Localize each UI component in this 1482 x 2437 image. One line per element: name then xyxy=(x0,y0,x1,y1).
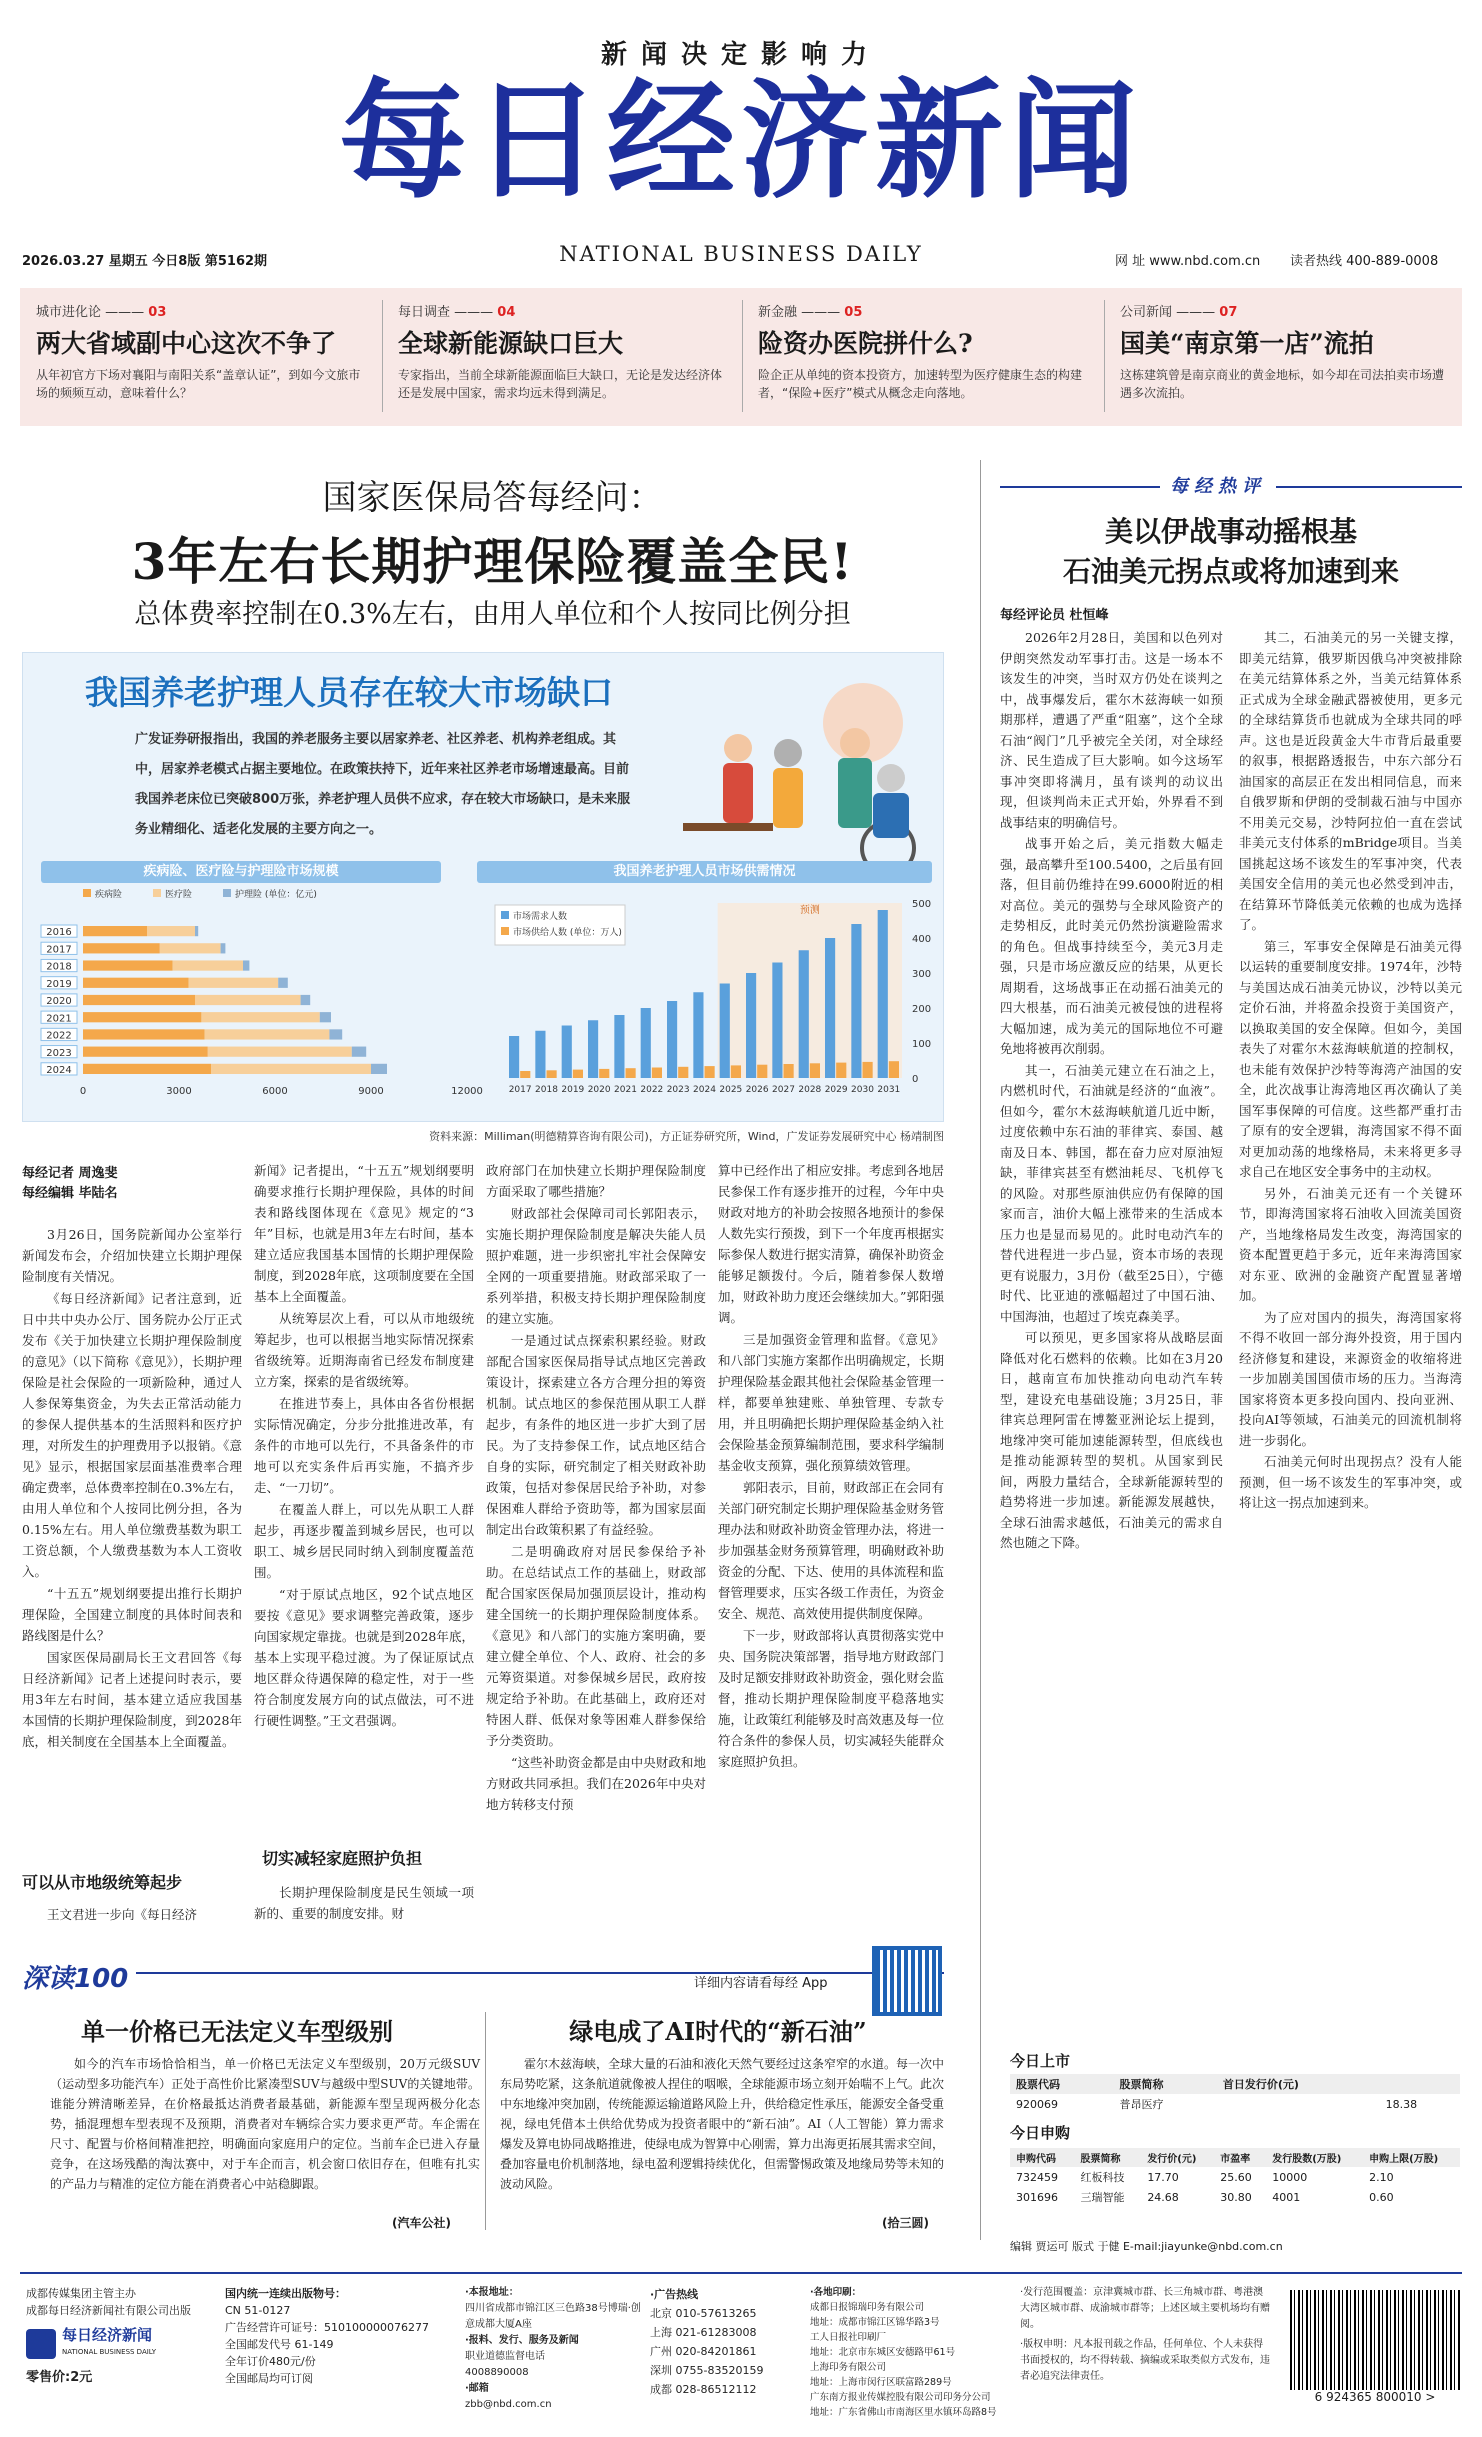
bar xyxy=(667,1001,677,1078)
legend-label: 医疗险 xyxy=(165,890,193,900)
teaser-desc: 从年初官方下场对襄阳与南阳关系“盖章认证”，到如今文旅市场的频频互动，意味着什么？ xyxy=(36,368,361,400)
teaser-category: 公司新闻 ——— 07 xyxy=(1120,305,1238,320)
bar-segment xyxy=(83,960,173,970)
subhead-1-text: 王文君进一步向《每日经济 xyxy=(47,1907,198,1922)
footer-codes: 国内统一连续出版物号： CN 51-0127 广告经营许可证号：510100000076277 全国邮发代号 61-149 全年订价480元/份 全国邮局均可订阅 xyxy=(225,2287,429,2385)
y-tick-label: 400 xyxy=(912,934,932,945)
date-line: 2026.03.27 星期五 今日8版 第5162期 xyxy=(22,254,268,269)
year-label: 2019 xyxy=(46,978,72,990)
deep-article-1-text: 如今的汽车市场恰恰相当，单一价格已无法定义车型级别，20万元级SUV（运动型多功能汽车）正处于高性价比紧凑型SUV与越级中型SUV的关键地带。谁能分辨清晰差异，在价格最抵达消费者最基础，新能源车型呈现两极分化态势，插混理想车型表现不及预期，消费者对车辆综合实力要求更严苛。车企需在尺寸、配置与价格间精准把控，明确面向家庭用户的定位。当前车企已进入存量竞争，在这场残酷的淘汰赛中，对于车企而言，机会窗口依旧存在，但唯有扎实的产品力与精准的定位方能在消费者心中站稳脚跟。 xyxy=(50,2057,480,2191)
masthead-title: 每日经济新闻 xyxy=(338,67,1143,216)
article-col-1: 3月26日，国务院新闻办公室举行新闻发布会，介绍加快建立长期护理保险制度有关情况。 《每日经济新闻》记者注意到，近日中共中央办公厅、国务院办公厅正式发布《关于加快建立长期护理保险制度的意见》（以下简称《意见》），长期护理保险是社会保险的一项新险种，通过人人参保筹集资金，为失去正常活动能力的参保人提供基本的生活照料和医疗护理，对所发生的护理费用予以报销。《意见》显示，根据国家层面基准费率合理确定费率，总体费率控制在0.3%左右，由用人单位和个人按同比例分担，各为0.15%左右。用人单位缴费基数为职工工资总额，个人缴费基数为本人工资收入。 “十五五”规划纲要提出推行长期护理保险，全国建立制度的具体时间表和路线图是什么？ 国家医保局副局长王文君回答《每日经济新闻》记者上述提问时表示，要用3年左右时间，基本建立适应我国基本国情的长期护理保险制度，到2028年底，相关制度在全国基本上全面覆盖。 xyxy=(22,1227,242,1749)
footer-address: ·本报地址： 四川省成都市锦江区三色路38号博瑞·创意成都大厦A座 ·报料、发行、服务及新闻 职业道德监督电话 4008890008 ·邮箱 zbb@nbd.com.cn xyxy=(465,2287,641,2410)
editor-byline: 每经编辑 毕陆名 xyxy=(22,1186,118,1201)
qr-code[interactable] xyxy=(872,1946,942,2016)
year-label: 2024 xyxy=(46,1065,72,1076)
bar xyxy=(772,963,782,1079)
bar-segment xyxy=(83,1012,201,1022)
x-tick-label: 0 xyxy=(79,1086,87,1097)
legend-label: 市场需求人数 xyxy=(513,912,568,922)
bar xyxy=(863,1062,873,1078)
deep-read-label: 深读100 xyxy=(22,1958,136,1995)
footer-notes: ·发行范围覆盖：京津冀城市群、长三角城市群、粤港澳大湾区城市群、成渝城市群等；上述区域主要机场均有赠阅。 ·版权申明：凡本报刊载之作品，任何单位、个人未获得书面授权的，均不得转载、摘编或采取类似方式发布，违者必追究法律责任。 xyxy=(1020,2287,1270,2382)
x-tick-label: 2019 xyxy=(561,1085,585,1095)
x-tick-label: 2030 xyxy=(851,1085,874,1095)
bar xyxy=(825,938,835,1078)
bar xyxy=(889,1061,899,1078)
legend-label: 市场供给人数 (单位：万人) xyxy=(513,928,622,938)
website[interactable]: 网 址 www.nbd.com.cn xyxy=(1115,254,1261,269)
commentary-title-2[interactable]: 石油美元拐点或将加速到来 xyxy=(1062,555,1399,588)
x-tick-label: 2028 xyxy=(798,1085,822,1095)
bar-segment xyxy=(211,1064,371,1074)
y-tick-label: 100 xyxy=(912,1039,932,1050)
barcode: 6 924365 800010 > xyxy=(1290,2290,1460,2410)
x-tick-label: 2023 xyxy=(666,1085,690,1095)
bar xyxy=(535,1031,545,1078)
bar-segment xyxy=(243,960,249,970)
bar xyxy=(641,1008,651,1078)
bar-segment xyxy=(83,926,147,936)
teaser-4[interactable] xyxy=(1110,293,1460,430)
page-editor-credit: 编辑 贾运可 版式 于健 E-mail:jiayunke@nbd.com.cn xyxy=(1010,2240,1283,2253)
x-tick-label: 2031 xyxy=(877,1085,901,1095)
bar xyxy=(626,1068,636,1078)
bar xyxy=(836,1063,846,1078)
teaser-desc: 险企正从单纯的资本投资方，加速转型为医疗健康生态的构建者，“保险+医疗”模式从概念走向落地。 xyxy=(758,368,1083,400)
bar xyxy=(509,1036,519,1078)
teaser-title: 两大省域副中心这次不争了 xyxy=(36,329,337,358)
bar xyxy=(678,1067,688,1078)
bar-segment xyxy=(201,1012,319,1022)
x-tick-label: 3000 xyxy=(166,1086,192,1097)
commentary-title-1[interactable]: 美以伊战事动摇根基 xyxy=(1104,515,1357,548)
masthead-english: NATIONAL BUSINESS DAILY xyxy=(559,242,923,266)
lead-kicker: 国家医保局答每经问： xyxy=(322,478,663,518)
article-col-2: 新闻》记者提出，“十五五”规划纲要明确要求推行长期护理保险，具体的时间表和路线图体现在《意见》规定的“3年”目标，也就是用3年左右时间，基本建立适应我国基本国情的长期护理保险制度，到2028年底，这项制度要在全国基本上全面覆盖。 从统筹层次上看，可以从市地级统筹起步，也可以根据当地实际情况探索省级统筹。近期海南省已经发布制度建立方案，探索的是省级统筹。 在推进节奏上，具体由各省份根据实际情况确定，分步分批推进改革，有条件的市地可以先行，不具备条件的市地可以充实条件后再实施，不搞齐步走、“一刀切”。 在覆盖人群上，可以先从职工人群起步，再逐步覆盖到城乡居民，也可以职工、城乡居民同时纳入到制度覆盖范围。 “对于原试点地区，92个试点地区要按《意见》要求调整完善政策，逐步向国家规定靠拢。也就是到2028年底，基本上实现平稳过渡。为了保证原试点地区群众待遇保障的稳定性，对于一些符合制度发展方向的试点做法，可不进行硬性调整。”王文君强调。 xyxy=(254,1163,474,1728)
legend-swatch xyxy=(501,911,509,919)
footer-sponsor: 成都传媒集团主管主办 成都每日经济新闻社有限公司出版 每日经济新闻 NATIONAL BUSINESS DAILY 零售价:2元 xyxy=(26,2287,191,2385)
bar-segment xyxy=(83,943,160,953)
qr-caption: 详细内容请看每经 App xyxy=(694,1976,828,1991)
year-label: 2020 xyxy=(46,996,72,1008)
bar-segment xyxy=(301,995,311,1005)
bar xyxy=(731,1065,741,1078)
bar xyxy=(652,1068,662,1079)
subhead-2-text: 长期护理保险制度是民生领域一项新的、重要的制度安排。财 xyxy=(254,1885,474,1921)
commentary-body: 2026年2月28日，美国和以色列对伊朗突然发动军事打击。这是一场本不该发生的冲突，当时双方仍处在谈判之中，战事爆发后，霍尔木兹海峡一如预期那样，遭遇了严重“阻塞”，这个全球石油“阀门”几乎被完全关闭，对全球经济、民生造成了巨大影响。如今这场军事冲突即将满月，虽有谈判的动议出现，但谈判尚未正式开始，外界看不到战事结束的明确信号。 战事开始之后，美元指数大幅走强，最高攀升至100.5400，之后虽有回落，但目前仍维持在99.6000附近的相对高位。美元的强势与全球风险资产的走势相反，此时美元仍然扮演避险需求的角色。但战事持续至今，美元3月走强，只是市场应激反应的结果，从更长周期看，这场战事正在动摇石油美元的四大根基，而石油美元被侵蚀的进程将大幅加速，成为美元的国际地位不可避免地将被再次削弱。 其一，石油美元建立在石油之上，内燃机时代，石油就是经济的“血液”。但如今，霍尔木兹海峡航道几近中断，过度依赖中东石油的菲律宾、泰国、越南及日本、韩国，都在奋力应对原油短缺，菲律宾甚至有燃油耗尽、飞机停飞的风险。对那些原油供应仍有保障的国家而言，油价大幅上涨带来的生活成本压力也是显而易见的。此时电动汽车的替代进程进一步凸显，资本市场的表现更有说服力，3月份（截至25日），宁德时代、比亚迪的涨幅超过了中国石油、中国海油，也超过了埃克森美孚。 可以预见，更多国家将从战略层面降低对化石燃料的依赖。比如在3月20日，越南宣布加快推动向电动汽车转型，建设充电基础设施；3月25日，菲律宾总理阿雷在博鳌亚洲论坛上提到，地缘冲突可能加速能源转型，但底线也是推动能源转型的契机。从国家到民间，两股力量结合，全球新能源转型的趋势将进一步加速。新能源发展越快，全球石油需求越低，石油美元的需求自然也随之下降。 其二，石油美元的另一关键支撑，即美元结算，俄罗斯因俄乌冲突被排除在美元结算体系之外，当美元结算体系正式成为全球金融武器被使用，更多元的全球结算货币也就成为全球共同的呼声。这也是近段黄金大牛市背后最重要的叙事，根据路透报告，中东六部分石油国家的高层正在发出相同信息，而来自俄罗斯和伊朗的受制裁石油与中国亦不用美元交易，沙特阿拉伯一直在尝试非美元支付体系的mBridge项目。当美国挑起这场不该发生的军事冲突，代表美国安全信用的美元也必然受到冲击，在结算环节降低美元依赖的也成为选择了。 第三，军事安全保障是石油美元得以运转的重要制度安排。1974年，沙特与美国达成石油美元协议，沙特以美元定价石油，并将盈余投资于美国资产，以换取美国的安全保障。但如今，美国表失了对霍尔木兹海峡航道的控制权，也未能有效保护沙特等海湾产油国的安全，此次战事让海湾地区再次确认了美国军事保障的可信度。这些都严重打击了原有的安全逻辑，海湾国家不得不面对更加动荡的地缘格局，未来将更多寻求自己在地区安全事务中的主动权。 另外，石油美元还有一个关键环节，即海湾国家将石油收入回流美国资产，当地缘格局发生改变，海湾国家的资本配置更趋于多元，近年来海湾国家对东亚、欧洲的金融资产配置显著增加。 为了应对国内的损失，海湾国家将不得不收回一部分海外投资，用于国内经济修复和建设，来源资金的收缩将进一步加剧美国国债市场的压力。当海湾国家将资本更多投向国内、投向亚洲、投向AI等领域，石油美元的回流机制将进一步弱化。 石油美元何时出现拐点？没有人能预测，但一场不该发生的军事冲突，或将让这一拐点加速到来。 xyxy=(1000,630,1462,1550)
bar-segment xyxy=(352,1047,366,1057)
x-tick-label: 2021 xyxy=(614,1085,637,1095)
deep-article-2-text: 霍尔木兹海峡，全球大量的石油和液化天然气要经过这条窄窄的水道。每一次中东局势吃紧，这条航道就像被人捏住的咽喉，全球能源市场立刻开始喘不上气。此次中东地缘冲突加剧，传统能源运输道路风险上升，供给稳定性承压，能源安全备受重视，绿电凭借本土供给优势成为投资者眼中的“新石油”。AI（人工智能）算力需求爆发及算电协同战略推进，使绿电成为智算中心刚需，算力出海更拓展其需求空间，叠加容量电价机制落地，绿电盈利逻辑持续优化，但需警惕政策及地缘局势等未知的波动风险。 xyxy=(500,2057,945,2191)
subhead-1: 可以从市地级统筹起步 xyxy=(22,1873,183,1892)
commentary-label: 每经热评 xyxy=(1160,472,1276,498)
x-tick-label: 2029 xyxy=(824,1085,848,1095)
x-tick-label: 2027 xyxy=(772,1085,795,1095)
legend-label: 疾病险 xyxy=(95,890,123,900)
masthead-slogan: 新闻决定影响力 xyxy=(600,40,881,70)
bar xyxy=(573,1070,583,1078)
ipo-listing-table: 股票代码 股票简称 首日发行价(元) 920069 普昂医疗 18.38 xyxy=(1010,2074,1460,2114)
forecast-label: 预测 xyxy=(799,905,820,916)
legend-label: 护理险 (单位：亿元) xyxy=(235,890,317,900)
teaser-category: 每日调查 ——— 04 xyxy=(398,305,516,320)
teaser-1[interactable] xyxy=(26,293,378,430)
teaser-title: 国美“南京第一店”流拍 xyxy=(1120,329,1374,358)
bar-segment xyxy=(173,960,243,970)
year-label: 2021 xyxy=(46,1013,72,1025)
teaser-desc: 这栋建筑曾是南京商业的黄金地标，如今却在司法拍卖市场遭遇多次流拍。 xyxy=(1120,368,1445,400)
year-label: 2022 xyxy=(46,1030,72,1042)
reporter-byline: 每经记者 周逸斐 xyxy=(22,1166,118,1181)
chart-market-size xyxy=(37,883,483,1103)
deep-read-section xyxy=(22,1950,944,2260)
teaser-title: 全球新能源缺口巨大 xyxy=(398,329,624,358)
ipo-apply-table: 申购代码 股票简称 发行价(元) 市盈率 发行股数(万股) 申购上限(万股) 732459 红板科技 17.70 25.60 10000 2.10 301696 三瑞智能 24.68 30.80 4001 0.60 xyxy=(1010,2148,1460,2207)
legend-swatch xyxy=(501,927,509,935)
bar xyxy=(757,1065,767,1078)
bar-segment xyxy=(371,1064,387,1074)
bar xyxy=(810,1063,820,1078)
teaser-title: 险资办医院拼什么? xyxy=(758,329,973,358)
forecast-region xyxy=(718,903,902,1078)
chart2-header: 我国养老护理人员市场供需情况 xyxy=(477,861,932,883)
teaser-desc: 专家指出，当前全球新能源面临巨大缺口，无论是发达经济体还是发展中国家，需求均远未得到满足。 xyxy=(398,368,723,400)
bar xyxy=(520,1071,530,1078)
bar-segment xyxy=(83,1064,211,1074)
bar xyxy=(547,1070,557,1078)
lead-headline[interactable]: 3年左右长期护理保险覆盖全民! xyxy=(131,532,854,591)
bar xyxy=(599,1069,609,1078)
chart-supply-demand xyxy=(477,883,937,1108)
ipo-listing-title: 今日上市 xyxy=(1010,2052,1071,2070)
teaser-2[interactable] xyxy=(388,293,738,430)
bar-segment xyxy=(83,978,189,988)
bar-segment xyxy=(221,943,226,953)
x-tick-label: 2024 xyxy=(693,1085,716,1095)
chart1-header: 疾病险、医疗险与护理险市场规模 xyxy=(41,861,441,883)
deep-article-1-title[interactable]: 单一价格已无法定义车型级别 xyxy=(81,2017,393,2046)
bar-segment xyxy=(208,1047,352,1057)
x-tick-label: 9000 xyxy=(358,1086,384,1097)
year-label: 2016 xyxy=(46,927,72,939)
bar xyxy=(614,1015,624,1078)
bar xyxy=(693,992,703,1078)
bar-segment xyxy=(189,978,279,988)
x-tick-label: 2022 xyxy=(640,1085,664,1095)
bar-segment xyxy=(83,1029,205,1039)
x-tick-label: 2020 xyxy=(587,1085,611,1095)
subhead-2: 切实减轻家庭照护负担 xyxy=(262,1849,423,1868)
deep-article-2-credit: (拾三圆) xyxy=(882,2216,929,2230)
bar-segment xyxy=(147,926,195,936)
bar xyxy=(851,924,861,1078)
deep-article-1-credit: (汽车公社) xyxy=(392,2216,451,2230)
footer-top-rule xyxy=(20,2272,1462,2274)
y-tick-label: 300 xyxy=(912,969,932,980)
article-col-3: 政府部门在加快建立长期护理保险制度方面采取了哪些措施？ 财政部社会保障司司长郭阳表示，实施长期护理保险制度是解决失能人员照护难题，进一步织密扎牢社会保障安全网的一项重要措施。财政部采取了一系列举措，积极支持长期护理保险制度的建立实施。 一是通过试点探索积累经验。财政部配合国家医保局指导试点地区完善政策设计，探索建立各方合理分担的筹资机制。试点地区的参保范围从职工人群起步，有条件的地区进一步扩大到了居民。为了支持参保工作，试点地区结合自身的实际，研究制定了相关财政补助政策，包括对参保居民给予补助，对参保困难人群给予资助等，都为国家层面制定出台政策积累了有益经验。 二是明确政府对居民参保给予补助。在总结试点工作的基础上，财政部配合国家医保局加强顶层设计，推动构建全国统一的长期护理保险制度体系。《意见》和八部门的实施方案明确，要建立健全单位、个人、政府、社会的多元筹资渠道。对参保城乡居民，政府按规定给予补助。在此基础上，政府还对特困人群、低保对象等困难人群参保给予分类资助。 “这些补助资金都是由中央财政和地方财政共同承担。我们在2026年中央对地方转移支付预 xyxy=(486,1163,706,1812)
year-label: 2023 xyxy=(46,1047,72,1059)
bar xyxy=(720,984,730,1079)
article-col-4: 算中已经作出了相应安排。考虑到各地居民参保工作有逐步推开的过程，今年中央财政对地方的补助会按照各地预计的参保人数先实行预拨，到下一个年度再根据实际参保人数进行据实清算，确保补助资金能够足额拨付。今后，随着参保人数增加，财政补助力度还会继续加大。”郭阳强调。 三是加强资金管理和监督。《意见》和八部门实施方案都作出明确规定，长期护理保险基金跟其他社会保险基金管理一样，都要单独建账、单独管理、专款专用，并且明确把长期护理保险基金纳入社会保险基金预算编制范围，要求科学编制基金收支预算，强化预算绩效管理。 郭阳表示，目前，财政部正在会同有关部门研究制定长期护理保险基金财务管理办法和财政补助资金管理办法，将进一步加强基金财务预算管理，明确财政补助资金的分配、下达、使用的具体流程和监督管理要求，压实各级工作责任，为资金安全、规范、高效使用提供制度保障。 下一步，财政部将认真贯彻落实党中央、国务院决策部署，指导地方财政部门及时足额安排财政补助资金，强化财会监督，推动长期护理保险制度平稳落地实施，让政策红利能够及时高效惠及每一位符合条件的参保人员，切实减轻失能群众家庭照护负担。 xyxy=(718,1163,944,1769)
footer-printers: ·各地印刷： 成都日报锦瑞印务有限公司 地址：成都市锦江区锦华路3号 工人日报社印刷厂 地址：北京市东城区安德路甲61号 上海印务有限公司 地址：上海市闵行区联富路289号 广东南方报业传媒控股有限公司印务分公司 地址：广东省佛山市南海区里水镇环岛路8号 xyxy=(810,2287,997,2418)
bar xyxy=(588,1020,598,1078)
year-label: 2018 xyxy=(46,961,72,973)
bar xyxy=(784,1064,794,1078)
y-tick-label: 500 xyxy=(912,899,932,910)
commentary-author: 每经评论员 杜恒峰 xyxy=(1000,608,1109,623)
y-tick-label: 200 xyxy=(912,1004,932,1015)
bar-segment xyxy=(205,1029,330,1039)
bar xyxy=(878,910,888,1078)
hotline: 读者热线 400-889-0008 xyxy=(1290,254,1439,269)
bar-segment xyxy=(83,1047,208,1057)
bar-segment xyxy=(195,926,198,936)
x-tick-label: 6000 xyxy=(262,1086,288,1097)
legend-box xyxy=(495,905,625,945)
y-tick-label: 0 xyxy=(912,1074,919,1085)
x-tick-label: 2026 xyxy=(745,1085,769,1095)
year-label: 2017 xyxy=(46,944,72,956)
legend-swatch xyxy=(83,889,91,897)
infographic-title: 我国养老护理人员存在较大市场缺口 xyxy=(85,673,613,712)
footer-logo: 每日经济新闻 NATIONAL BUSINESS DAILY xyxy=(26,2327,191,2361)
bar xyxy=(799,950,809,1078)
infographic-body: 广发证券研报指出，我国的养老服务主要以居家养老、社区养老、机构养老组成。其中，居家养老模式占据主要地位。在政策扶持下，近年来社区养老市场增速最高。目前我国养老床位已突破800万张，养老护理人员供不应求，存在较大市场缺口，是未来服务业精细化、适老化发展的主要方向之一。 xyxy=(135,732,631,837)
bar-segment xyxy=(320,1012,331,1022)
x-tick-label: 2017 xyxy=(508,1085,532,1095)
footer-ad-lines: ·广告热线 北京 010-57613265 上海 021-61283008 广州 020-84201861 深圳 0755-83520159 成都 028-86512112 xyxy=(650,2288,764,2396)
bar-segment xyxy=(195,995,301,1005)
bar-segment xyxy=(83,995,195,1005)
bar xyxy=(746,973,756,1078)
x-tick-label: 2018 xyxy=(535,1085,558,1095)
infographic-source: 资料来源：Milliman(明德精算咨询有限公司)，方正证券研究所，Wind，广发证券发展研究中心 杨靖制图 xyxy=(429,1130,944,1143)
legend-swatch xyxy=(153,889,161,897)
deep-article-2-title[interactable]: 绿电成了AI时代的“新石油” xyxy=(569,2017,867,2046)
x-tick-label: 2025 xyxy=(719,1085,743,1095)
teaser-3[interactable] xyxy=(748,293,1100,430)
elderly-care-illustration xyxy=(663,673,933,883)
teaser-category: 新金融 ——— 05 xyxy=(758,305,863,320)
bar xyxy=(705,1066,715,1078)
x-tick-label: 12000 xyxy=(451,1086,483,1097)
teaser-category: 城市进化论 ——— 03 xyxy=(36,305,167,320)
bar-segment xyxy=(160,943,221,953)
bar-segment xyxy=(329,1029,342,1039)
lead-subhead: 总体费率控制在0.3%左右，由用人单位和个人按同比例分担 xyxy=(134,599,851,630)
ipo-apply-title: 今日申购 xyxy=(1010,2124,1071,2142)
bar-segment xyxy=(278,978,288,988)
bar xyxy=(562,1026,572,1079)
infographic xyxy=(22,652,944,1122)
legend-swatch xyxy=(223,889,231,897)
